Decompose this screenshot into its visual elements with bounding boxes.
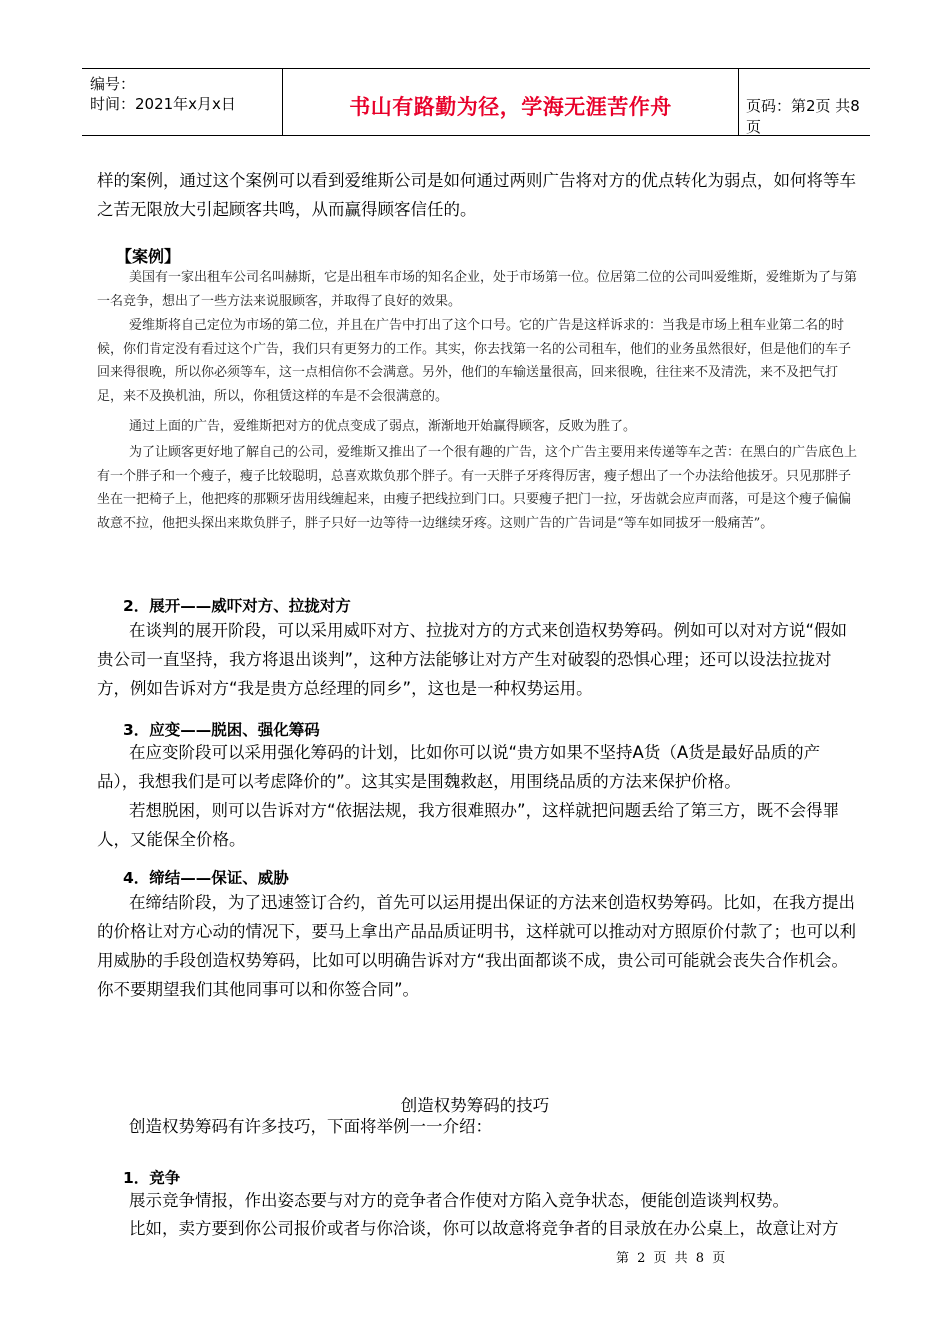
section-title: 创造权势筹码的技巧 — [400, 1096, 550, 1115]
document-header — [82, 68, 870, 136]
section-intro: 创造权势筹码有许多技巧，下面将举例一一介绍： — [129, 1117, 492, 1136]
case-paragraph-4: 为了让顾客更好地了解自己的公司，爱维斯又推出了一个很有趣的广告，这个广告主要用来传递等车之苦：在黑白的广告底色上有一个胖子和一个瘦子，瘦子比较聪明，总喜欢欺负那个胖子。有一天胖子牙疼得厉害，瘦子想出了一个办法给他拔牙。只见那胖子坐在一把椅子上，他把疼的那颗牙齿用线缠起来，由瘦子把线拉到门口。只要瘦子把门一拉，牙齿就会应声而落，可是这个瘦子偏偏故意不拉，他把头探出来欺负胖子，胖子只好一边等待一边继续牙疼。这则广告的广告词是“等车如同拔牙一般痛苦”。 — [97, 445, 858, 531]
subsection-heading-competition: 1．竞争 — [123, 1169, 181, 1187]
header-page-cell — [738, 69, 870, 135]
paragraph-3b: 若想脱困，则可以告诉对方“依据法规，我方很难照办”，这样就把问题丢给了第三方，既不会得罪人，又能保全价格。 — [97, 801, 840, 849]
competition-paragraph-2: 比如，卖方要到你公司报价或者与你洽谈，你可以故意将竞争者的目录放在办公桌上，故意让对方 — [129, 1219, 839, 1238]
case-paragraph-1: 美国有一家出租车公司名叫赫斯，它是出租车市场的知名企业，处于市场第一位。位居第二位的公司叫爱维斯，爱维斯为了与第一名竞争，想出了一些方法来说服顾客，并取得了良好的效果。 — [97, 270, 858, 309]
paragraph-3a: 在应变阶段可以采用强化筹码的计划，比如你可以说“贵方如果不坚持A货（A货是最好品质的产品），我想我们是可以考虑降价的”。这其实是围魏救赵，用围绕品质的方法来保护价格。 — [97, 743, 821, 791]
header-page-number: 页码：第2页 共8页 — [746, 97, 860, 136]
page-footer: 第 2 页 共 8 页 — [616, 1251, 728, 1266]
header-info-cell — [82, 69, 282, 135]
competition-paragraph-1: 展示竞争情报，作出姿态要与对方的竞争者合作使对方陷入竞争状态，便能创造谈判权势。 — [129, 1191, 789, 1210]
paragraph-2: 在谈判的展开阶段，可以采用威吓对方、拉拢对方的方式来创造权势筹码。例如可以对对方说“假如贵公司一直坚持，我方将退出谈判”，这种方法能够让对方产生对破裂的恐惧心理；还可以设法拉拢对方，例如告诉对方“我是贵方总经理的同乡”，这也是一种权势运用。 — [97, 621, 848, 698]
header-motto-cell — [282, 69, 739, 135]
intro-paragraph: 样的案例，通过这个案例可以看到爱维斯公司是如何通过两则广告将对方的优点转化为弱点，如何将等车之苦无限放大引起顾客共鸣，从而赢得顾客信任的。 — [97, 171, 856, 219]
section-heading-2: 2．展开——威吓对方、拉拢对方 — [123, 597, 351, 615]
section-heading-4: 4．缔结——保证、威胁 — [123, 869, 289, 887]
document-date: 时间：2021年x月x日 — [90, 95, 236, 113]
case-title: 【案例】 — [116, 247, 181, 266]
section-heading-3: 3．应变——脱困、强化筹码 — [123, 721, 320, 739]
case-paragraph-2: 爱维斯将自己定位为市场的第二位，并且在广告中打出了这个口号。它的广告是这样诉求的：当我是市场上租车业第二名的时候，你们肯定没有看过这个广告，我们只有更努力的工作。其实，你去找第一名的公司租车，他们的业务虽然很好，但是他们的车子回来得很晚，所以你必须等车，这一点相信你不会满意。另外，他们的车输送量很高，回来很晚，往往来不及清洗，来不及把气打足，来不及换机油，所以，你租赁这样的车是不会很满意的。 — [97, 318, 852, 404]
case-paragraph-3: 通过上面的广告，爱维斯把对方的优点变成了弱点，渐渐地开始赢得顾客，反败为胜了。 — [129, 419, 637, 434]
document-number: 编号： — [90, 75, 136, 93]
paragraph-4: 在缔结阶段，为了迅速签订合约，首先可以运用提出保证的方法来创造权势筹码。比如，在我方提出的价格让对方心动的情况下，要马上拿出产品品质证明书，这样就可以推动对方照原价付款了；也可以利用威胁的手段创造权势筹码，比如可以明确告诉对方“我出面都谈不成，贵公司可能就会丧失合作机会。你不要期望我们其他同事可以和你签合同”。 — [97, 893, 856, 999]
header-motto: 书山有路勤为径，学海无涯苦作舟 — [349, 95, 672, 119]
